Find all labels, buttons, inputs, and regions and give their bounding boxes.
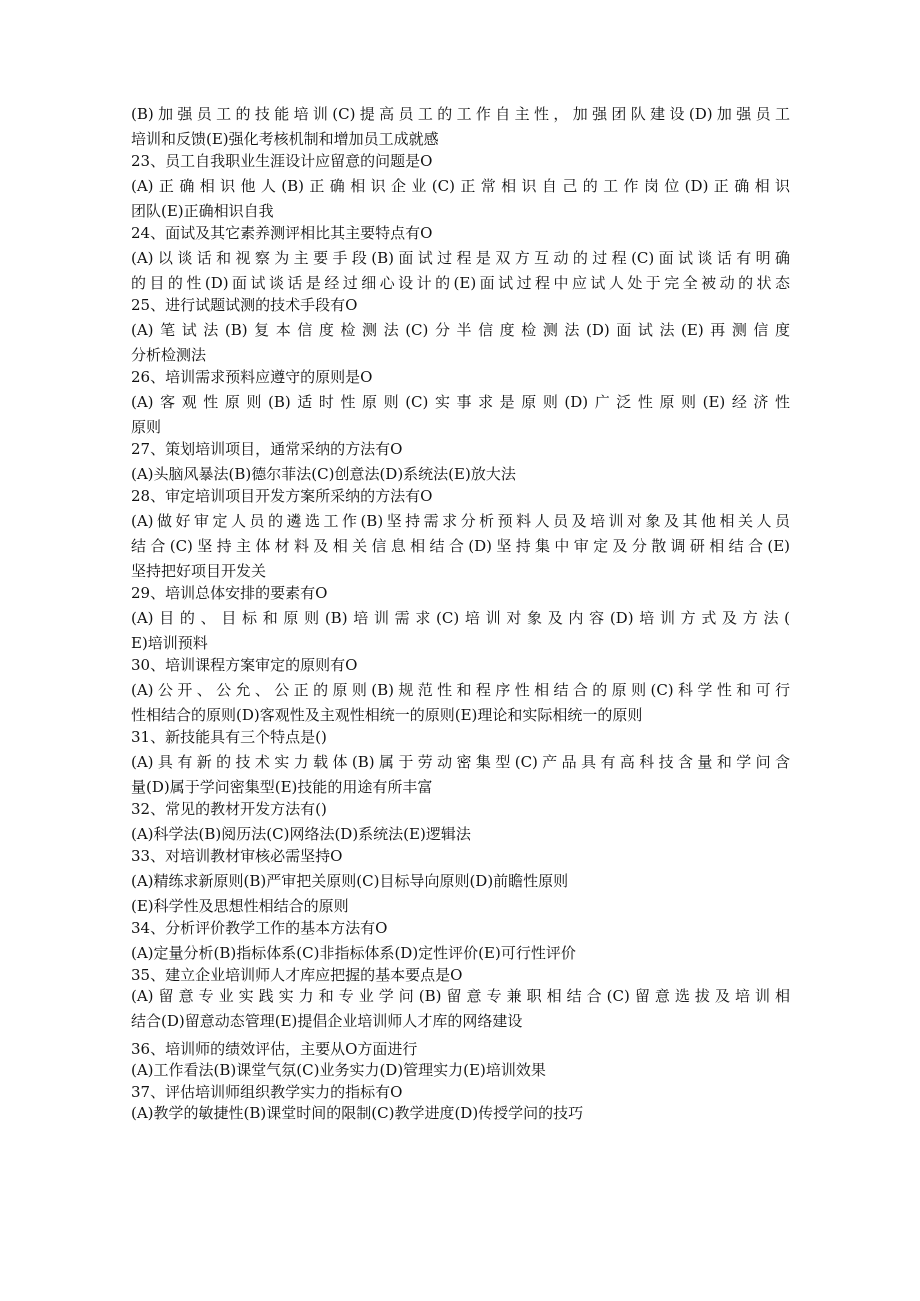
question-line: 29、培训总体安排的要素有O [131, 584, 328, 602]
question-line: 27、策划培训项目，通常采纳的方法有O [131, 440, 403, 458]
options-continuation-line: 原则 [131, 418, 162, 436]
options-continuation-line: 性相结合的原则(D)客观性及主观性相统一的原则(E)理论和实际相统一的原则 [131, 706, 643, 724]
options-line: (A)科学法(B)阅历法(C)网络法(D)系统法(E)逻辑法 [131, 825, 471, 843]
options-continuation-line: 的目的性(D)面试谈话是经过细心设计的(E)面试过程中应试人处于完全被动的状态 [131, 274, 790, 292]
question-line: 28、审定培训项目开发方案所采纳的方法有O [131, 487, 433, 505]
options-continuation-line: 团队(E)正确相识自我 [131, 202, 274, 220]
options-line: (A)教学的敏捷性(B)课堂时间的限制(C)教学进度(D)传授学问的技巧 [131, 1104, 584, 1122]
options-continuation-line: 结合(C)坚持主体材料及相关信息相结合(D)坚持集中审定及分散调研相结合(E) [131, 537, 790, 555]
options-line: (A)做好审定人员的遴选工作(B)坚持需求分析预料人员及培训对象及其他相关人员 [131, 512, 790, 530]
question-line: 31、新技能具有三个特点是() [131, 728, 327, 746]
options-continuation-line: 结合(D)留意动态管理(E)提倡企业培训师人才库的网络建设 [131, 1012, 523, 1030]
options-line: (A)正确相识他人(B)正确相识企业(C)正常相识自己的工作岗位(D)正确相识 [131, 177, 790, 195]
options-line: (A)头脑风暴法(B)德尔菲法(C)创意法(D)系统法(E)放大法 [131, 465, 516, 483]
options-continuation-line: 坚持把好项目开发关 [131, 562, 267, 580]
question-line: 37、评估培训师组织教学实力的指标有O [131, 1083, 403, 1101]
question-line: 36、培训师的绩效评估，主要从O方面进行 [131, 1040, 418, 1058]
question-line: 25、进行试题试测的技术手段有O [131, 296, 358, 314]
options-continuation-line: 量(D)属于学问密集型(E)技能的用途有所丰富 [131, 778, 433, 796]
options-line: (A)以谈话和视察为主要手段(B)面试过程是双方互动的过程(C)面试谈话有明确 [131, 249, 790, 267]
options-line: (A)精练求新原则(B)严审把关原则(C)目标导向原则(D)前瞻性原则 [131, 872, 569, 890]
question-line: 30、培训课程方案审定的原则有O [131, 656, 358, 674]
options-continuation-line: E)培训预料 [131, 634, 208, 652]
question-line: 26、培训需求预料应遵守的原则是O [131, 368, 373, 386]
options-line: (A)目的、目标和原则(B)培训需求(C)培训对象及内容(D)培训方式及方法( [131, 609, 790, 627]
question-line: 33、对培训教材审核必需坚持O [131, 847, 343, 865]
options-line: (A)笔试法(B)复本信度检测法(C)分半信度检测法(D)面试法(E)再测信度 [131, 321, 790, 339]
options-line: (A)留意专业实践实力和专业学问(B)留意专兼职相结合(C)留意选拔及培训相 [131, 987, 790, 1005]
options-continuation-line: (E)科学性及思想性相结合的原则 [131, 897, 349, 915]
options-line: (A)公开、公允、公正的原则(B)规范性和程序性相结合的原则(C)科学性和可行 [131, 681, 790, 699]
options-continuation-line: 培训和反馈(E)强化考核机制和增加员工成就感 [131, 130, 439, 148]
options-line: (A)具有新的技术实力载体(B)属于劳动密集型(C)产品具有高科技含量和学问含 [131, 753, 790, 771]
question-line: 35、建立企业培训师人才库应把握的基本要点是O [131, 966, 463, 984]
question-line: 23、员工自我职业生涯设计应留意的问题是O [131, 152, 433, 170]
options-line: (B)加强员工的技能培训(C)提高员工的工作自主性，加强团队建设(D)加强员工 [131, 105, 790, 123]
options-line: (A)工作看法(B)课堂气氛(C)业务实力(D)管理实力(E)培训效果 [131, 1061, 546, 1079]
options-continuation-line: 分析检测法 [131, 346, 207, 364]
question-line: 34、分析评价教学工作的基本方法有O [131, 919, 388, 937]
options-line: (A)客观性原则(B)适时性原则(C)实事求是原则(D)广泛性原则(E)经济性 [131, 393, 790, 411]
question-line: 24、面试及其它素养测评相比其主要特点有O [131, 224, 433, 242]
options-line: (A)定量分析(B)指标体系(C)非指标体系(D)定性评价(E)可行性评价 [131, 944, 576, 962]
question-line: 32、常见的教材开发方法有() [131, 800, 327, 818]
